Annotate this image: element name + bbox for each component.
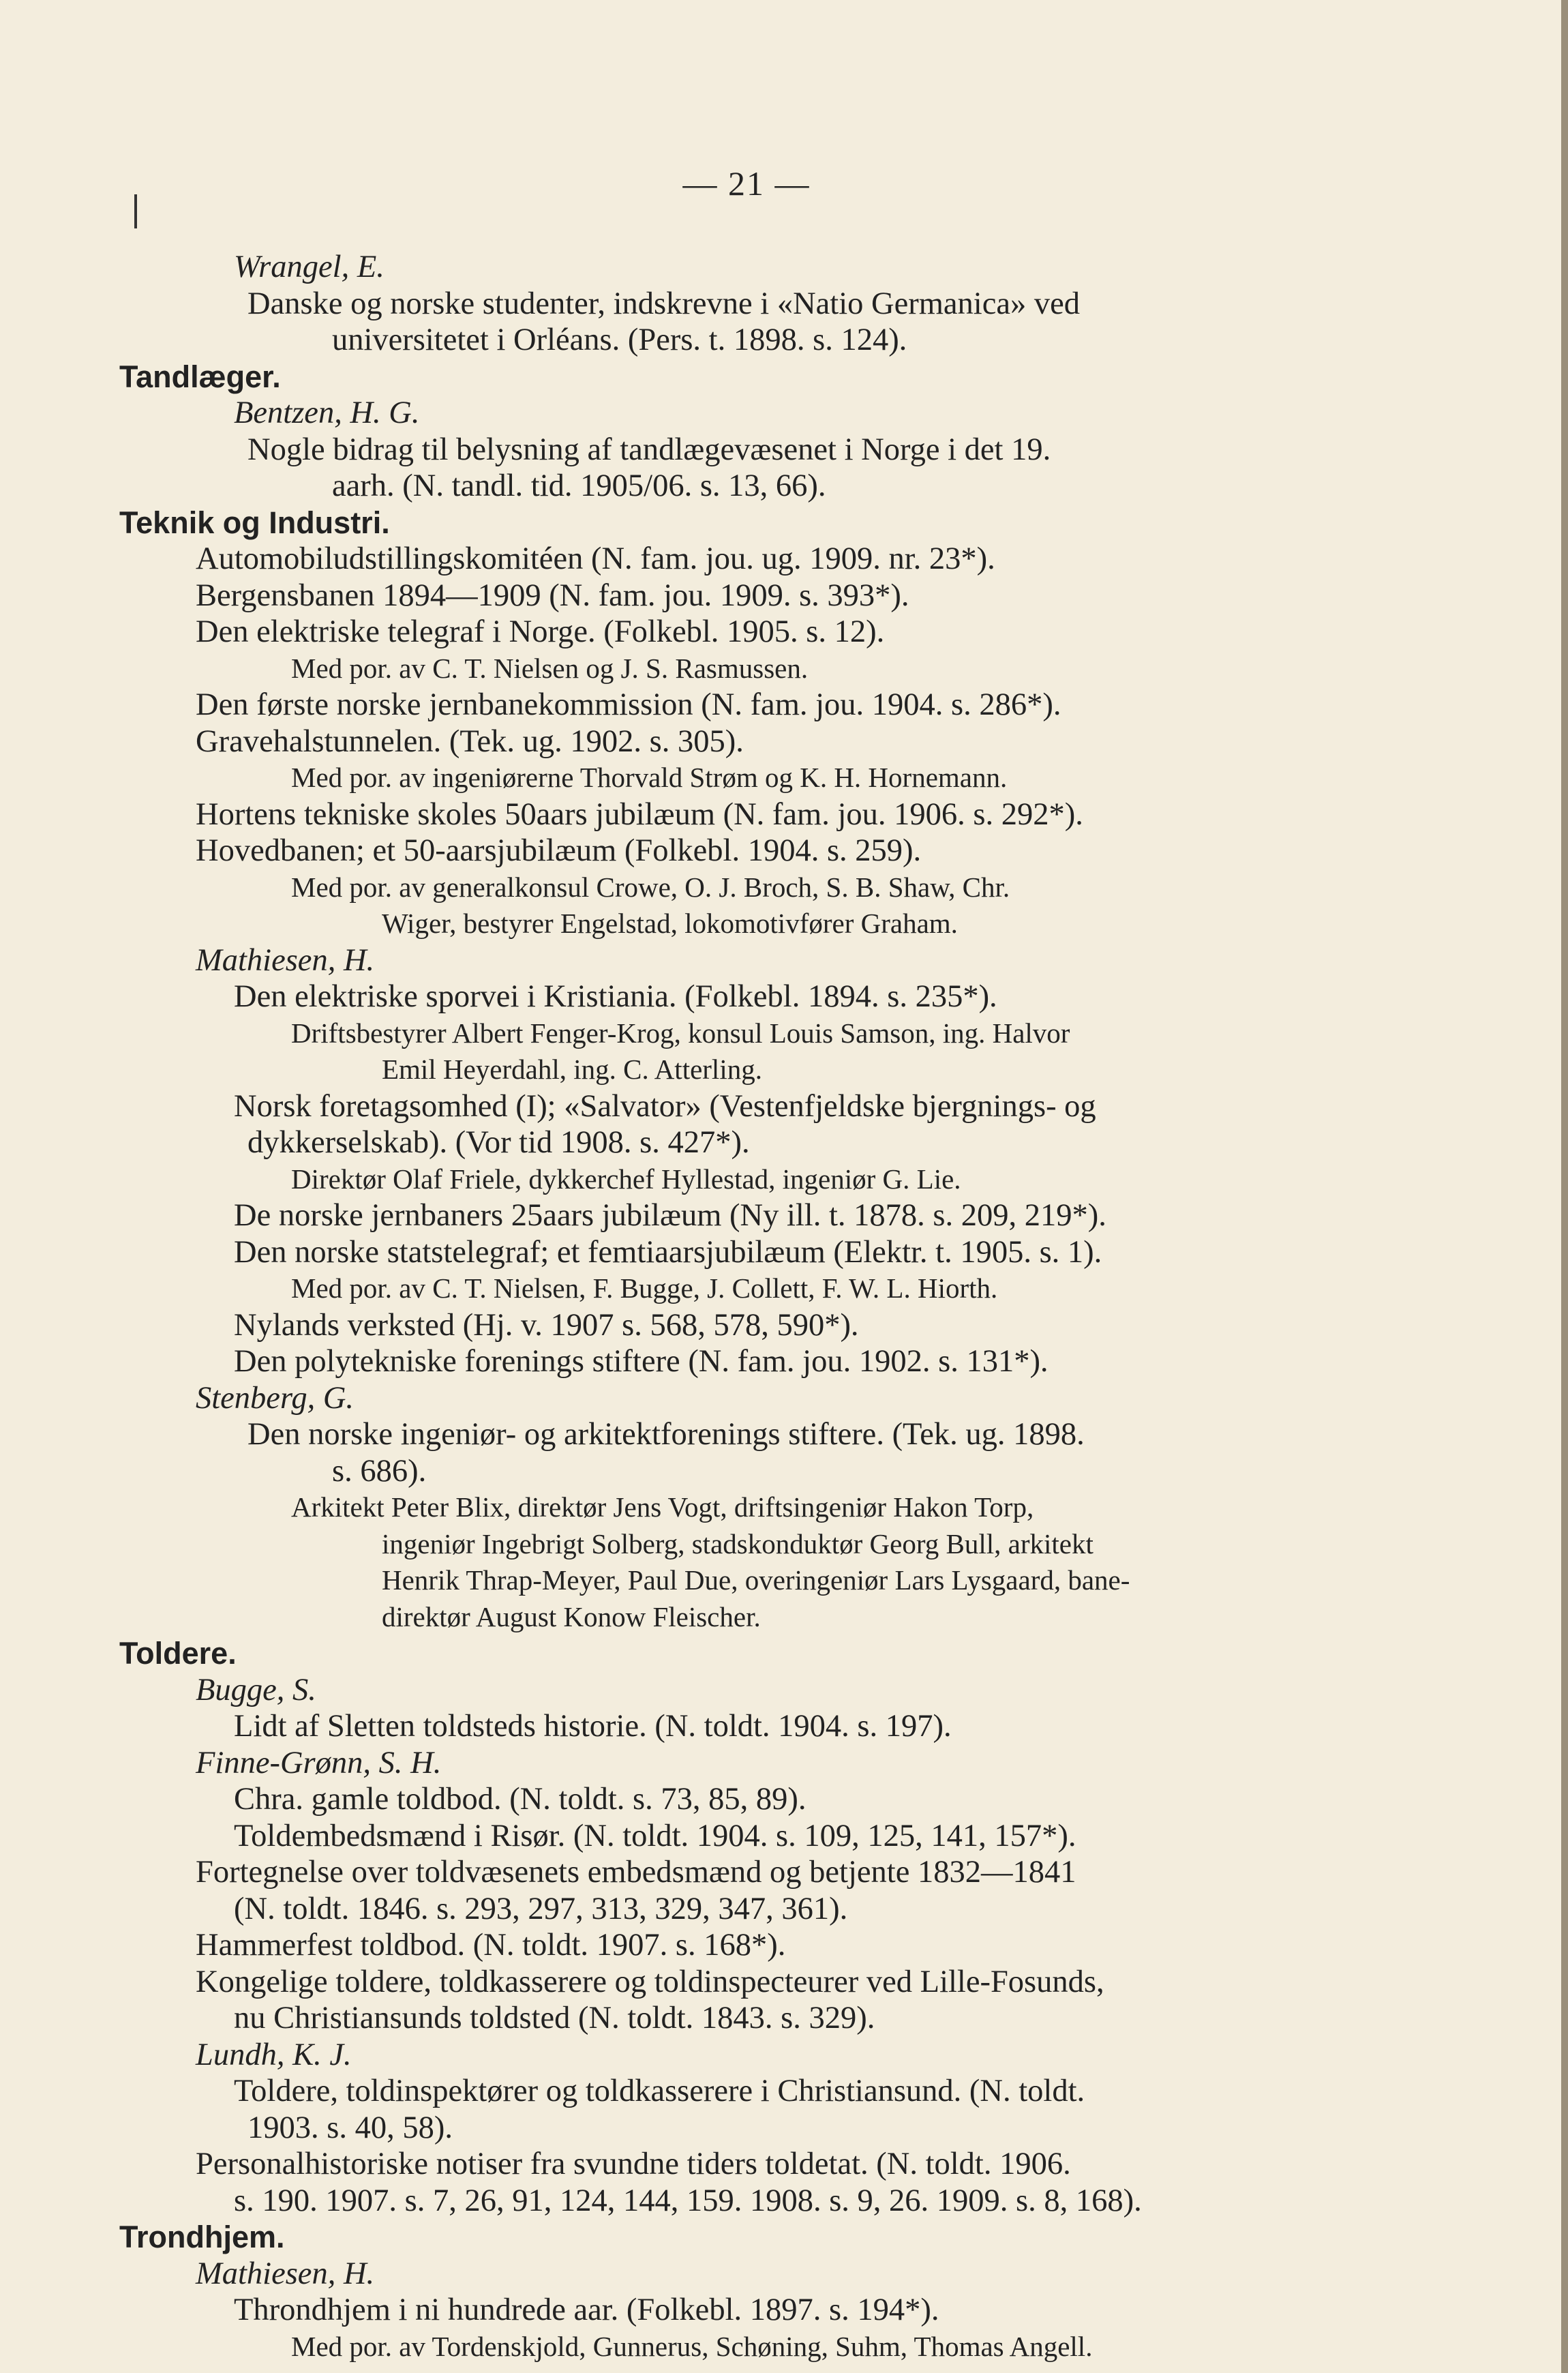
entry-note: ingeniør Ingebrigt Solberg, stadskonduktør Georg Bull, arkitekt	[382, 1527, 1094, 1559]
entry-text: Chra. gamle toldbod. (N. toldt. s. 73, 85, 89).	[234, 1782, 806, 1817]
entry-text: Nylands verksted (Hj. v. 1907 s. 568, 578, 590*).	[234, 1307, 859, 1343]
section-heading: Toldere.	[119, 1636, 237, 1671]
entry-text: Hammerfest toldbod. (N. toldt. 1907. s. 168*).	[196, 1928, 786, 1962]
entry-text: Den elektriske sporvei i Kristiania. (Folkebl. 1894. s. 235*).	[234, 979, 997, 1014]
entry-text: Nogle bidrag til belysning af tandlægevæsenet i Norge i det 19.	[247, 432, 1051, 467]
author-name: Bentzen, H. G.	[234, 395, 420, 430]
entry-note: Med por. av Tordenskjold, Gunnerus, Schøning, Suhm, Thomas Angell.	[291, 2330, 1093, 2362]
entry-note: Henrik Thrap-Meyer, Paul Due, overingeniør Lars Lysgaard, bane-	[382, 1564, 1130, 1596]
entry-text: Personalhistoriske notiser fra svundne tiders toldetat. (N. toldt. 1906.	[196, 2147, 1071, 2181]
entry-text: Throndhjem i ni hundrede aar. (Folkebl. 1897. s. 194*).	[234, 2293, 939, 2327]
entry-text: Den første norske jernbanekommission (N. fam. jou. 1904. s. 286*).	[196, 687, 1061, 722]
entry-note: Driftsbestyrer Albert Fenger-Krog, konsul Louis Samson, ing. Halvor	[291, 1017, 1070, 1049]
author-name: Mathiesen, H.	[196, 2256, 375, 2291]
author-name: Wrangel, E.	[234, 250, 385, 284]
entry-text: Gravehalstunnelen. (Tek. ug. 1902. s. 305).	[196, 723, 744, 759]
entry-note: Wiger, bestyrer Engelstad, lokomotivfører Graham.	[382, 908, 958, 939]
bibliography-list	[119, 249, 1456, 2365]
entry-note: Med por. av C. T. Nielsen og J. S. Rasmussen.	[291, 652, 809, 684]
section-heading: Trondhjem.	[119, 2220, 285, 2254]
entry-note: Med por. av C. T. Nielsen, F. Bugge, J. Collett, F. W. L. Hiorth.	[291, 1272, 998, 1304]
entry-text: s. 190. 1907. s. 7, 26, 91, 124, 144, 159. 1908. s. 9, 26. 1909. s. 8, 168).	[234, 2183, 1142, 2218]
author-name: Lundh, K. J.	[196, 2037, 352, 2072]
entry-text: Danske og norske studenter, indskrevne i «Natio Germanica» ved	[247, 286, 1080, 321]
author-name: Mathiesen, H.	[196, 942, 375, 978]
entry-text: Den elektriske telegraf i Norge. (Folkebl. 1905. s. 12).	[196, 614, 885, 649]
entry-text: aarh. (N. tandl. tid. 1905/06. s. 13, 66).	[332, 468, 826, 503]
entry-text: Lidt af Sletten toldsteds historie. (N. toldt. 1904. s. 197).	[234, 1709, 952, 1744]
entry-text: dykkerselskab). (Vor tid 1908. s. 427*).	[247, 1125, 750, 1160]
entry-text: Norsk foretagsomhed (I); «Salvator» (Vestenfjeldske bjergnings- og	[234, 1088, 1096, 1124]
entry-text: 1903. s. 40, 58).	[247, 2110, 453, 2145]
entry-note: Direktør Olaf Friele, dykkerchef Hyllestad, ingeniør G. Lie.	[291, 1163, 961, 1195]
author-name: Finne-Grønn, S. H.	[196, 1745, 442, 1780]
entry-note: Med por. av generalkonsul Crowe, O. J. Broch, S. B. Shaw, Chr.	[291, 871, 1010, 903]
entry-text: s. 686).	[332, 1453, 427, 1489]
entry-text: universitetet i Orléans. (Pers. t. 1898. s. 124).	[332, 323, 907, 357]
entry-text: Toldembedsmænd i Risør. (N. toldt. 1904. s. 109, 125, 141, 157*).	[234, 1818, 1076, 1853]
entry-text: (N. toldt. 1846. s. 293, 297, 313, 329, 347, 361).	[234, 1891, 848, 1926]
entry-note: Arkitekt Peter Blix, direktør Jens Vogt, driftsingeniør Hakon Torp,	[291, 1491, 1034, 1523]
entry-text: Kongelige toldere, toldkasserere og toldinspecteurer ved Lille-Fosunds,	[196, 1964, 1104, 1999]
entry-text: Hortens tekniske skoles 50aars jubilæum (N. fam. jou. 1906. s. 292*).	[196, 796, 1083, 832]
entry-text: Hovedbanen; et 50-aarsjubilæum (Folkebl. 1904. s. 259).	[196, 833, 922, 868]
entry-text: Toldere, toldinspektører og toldkasserere i Christiansund. (N. toldt.	[234, 2074, 1085, 2108]
entry-text: De norske jernbaners 25aars jubilæum (Ny ill. t. 1878. s. 209, 219*).	[234, 1198, 1106, 1233]
author-name: Stenberg, G.	[196, 1380, 355, 1416]
entry-text: nu Christiansunds toldsted (N. toldt. 1843. s. 329).	[234, 2001, 875, 2035]
entry-text: Automobiludstillingskomitéen (N. fam. jou. ug. 1909. nr. 23*).	[196, 541, 995, 576]
section-heading: Tandlæger.	[119, 359, 281, 394]
entry-note: Emil Heyerdahl, ing. C. Atterling.	[382, 1054, 762, 1085]
section-heading: Teknik og Industri.	[119, 505, 390, 540]
entry-text: Den norske statstelegraf; et femtiaarsjubilæum (Elektr. t. 1905. s. 1).	[234, 1234, 1102, 1270]
entry-note: direktør August Konow Fleischer.	[382, 1600, 761, 1632]
entry-note: Med por. av ingeniørerne Thorvald Strøm og K. H. Hornemann.	[291, 762, 1008, 793]
entry-text: Den norske ingeniør- og arkitektforenings stiftere. (Tek. ug. 1898.	[247, 1417, 1085, 1452]
entry-text: Den polytekniske forenings stiftere (N. fam. jou. 1902. s. 131*).	[234, 1344, 1049, 1379]
entry-text: Fortegnelse over toldvæsenets embedsmænd og betjente 1832—1841	[196, 1855, 1076, 1890]
entry-text: Bergensbanen 1894—1909 (N. fam. jou. 1909. s. 393*).	[196, 578, 909, 613]
author-name: Bugge, S.	[196, 1672, 316, 1707]
page-number: — 21 —	[682, 164, 811, 203]
